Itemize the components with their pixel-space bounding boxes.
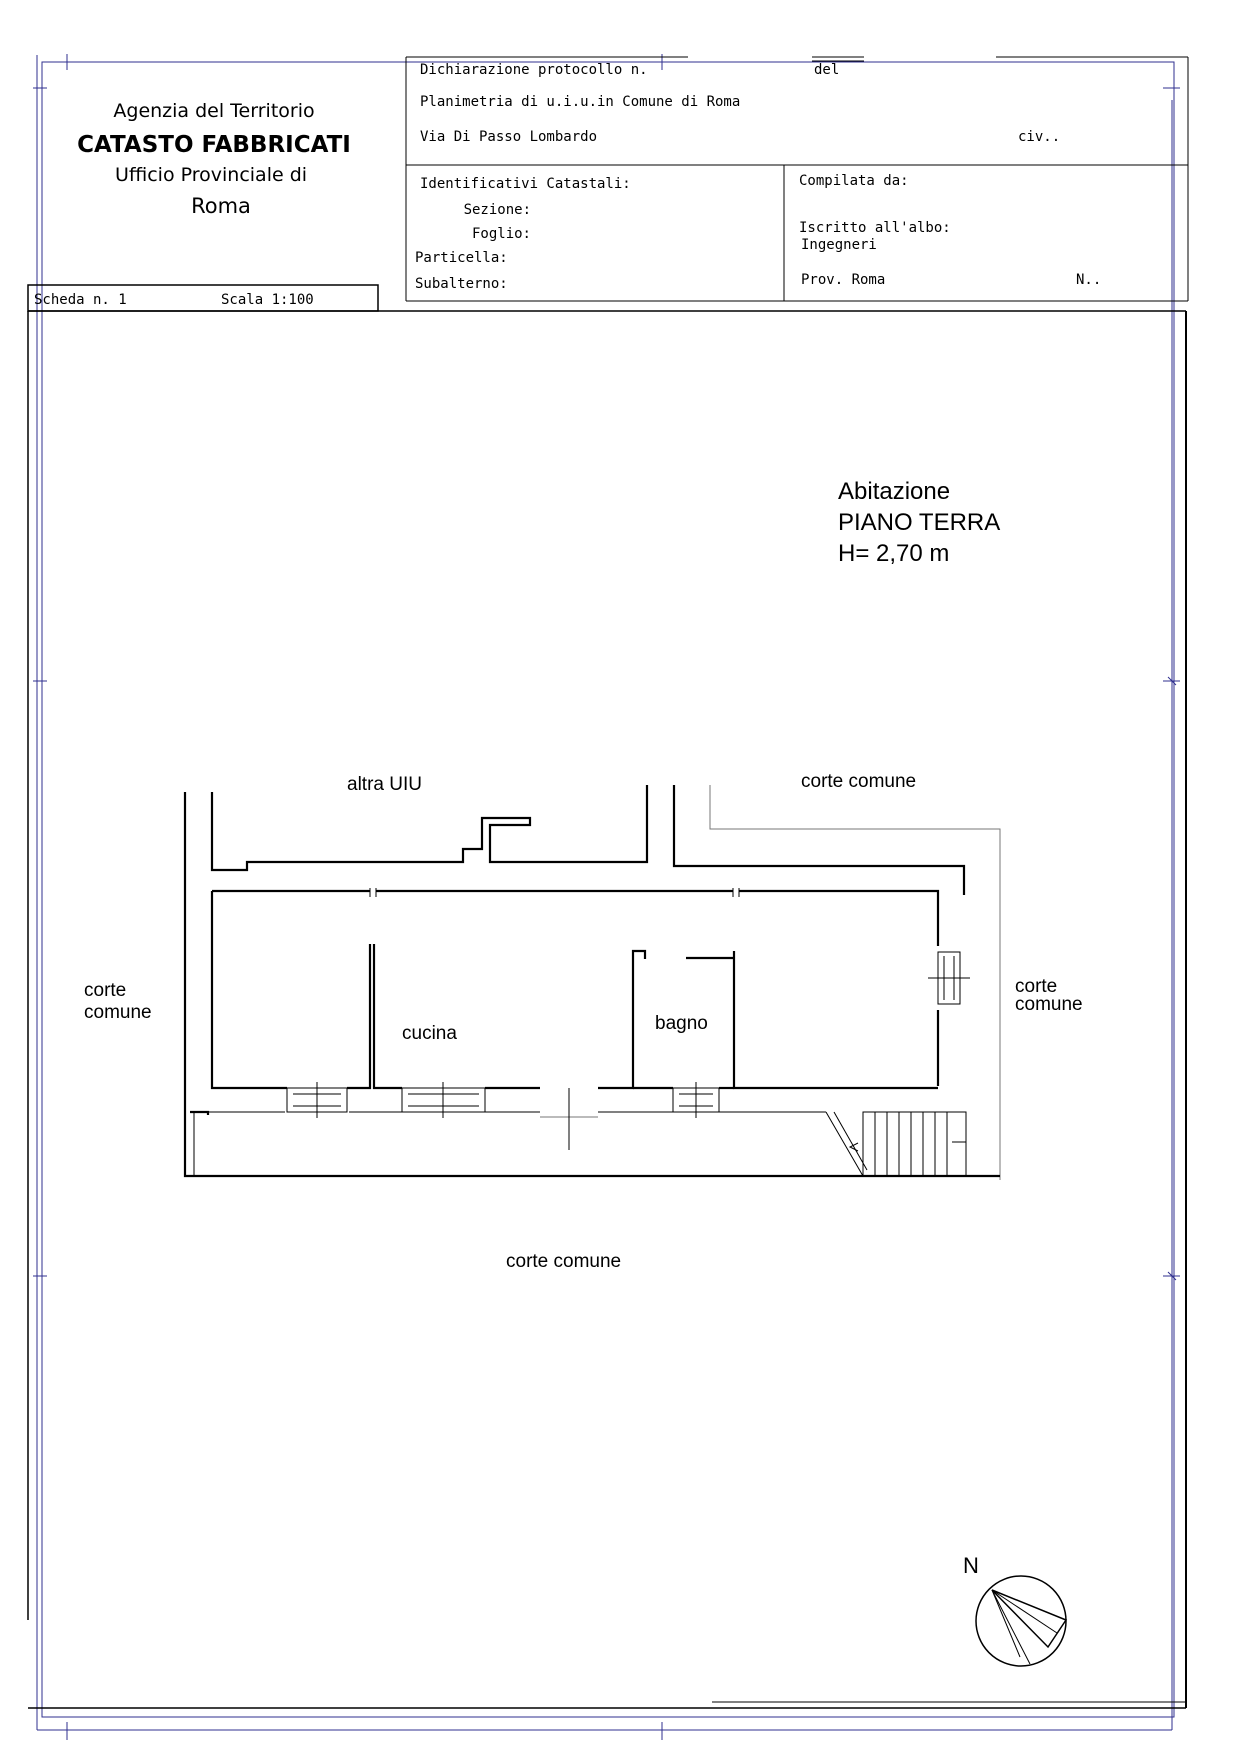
north-label: N [963,1553,979,1578]
sheet-number: Scheda n. 1 [34,292,127,308]
particella-label: Particella: [415,250,508,266]
window-left [287,1082,347,1118]
floor-plan [185,785,1000,1180]
plan-height: H= 2,70 m [838,540,950,567]
office-name: Ufficio Provinciale di [114,164,308,186]
subalterno-label: Subalterno: [415,276,508,292]
register-type: Ingegneri [801,237,877,253]
register-label: Iscritto all'albo: [799,220,951,236]
stairs [826,1112,966,1176]
label-corte-left-1: corte [84,980,127,1001]
drawing-frame [28,311,1186,1708]
register-number-label: N.. [1076,272,1102,288]
sezione-label: Sezione: [463,202,531,218]
identifiers-title: Identificativi Catastali: [420,176,631,192]
planimetry-label: Planimetria di u.i.u.in Comune di Roma [420,94,741,110]
label-altra-uiu: altra UIU [347,774,422,795]
agency-name: Agenzia del Territorio [113,100,315,122]
outer-frame [33,54,1180,1740]
civic-label: civ.. [1018,129,1061,145]
compiled-by-label: Compilata da: [799,173,909,189]
label-corte-top: corte comune [801,771,917,792]
foglio-label: Foglio: [471,226,531,242]
protocol-label: Dichiarazione protocollo n. [420,62,648,78]
window-right [928,952,970,1004]
office-city: Roma [191,194,251,218]
province-label: Prov. Roma [801,272,886,288]
plan-floor: PIANO TERRA [838,509,1001,536]
north-arrow-icon [976,1576,1066,1666]
address: Via Di Passo Lombardo [420,129,598,145]
window-kitchen [402,1082,485,1118]
scale-label: Scala 1:100 [221,292,314,308]
entrance-door [540,1088,598,1150]
protocol-date-label: del [814,62,840,78]
label-corte-right-1: corte [1015,976,1058,997]
label-cucina: cucina [402,1023,457,1044]
label-corte-right-2: comune [1015,994,1083,1015]
label-bagno: bagno [655,1013,708,1034]
window-bath [673,1082,719,1118]
registry-name: CATASTO FABBRICATI [77,132,351,158]
label-corte-bottom: corte comune [506,1251,622,1272]
plan-title: Abitazione [838,478,951,505]
label-corte-left-2: comune [84,1002,152,1023]
